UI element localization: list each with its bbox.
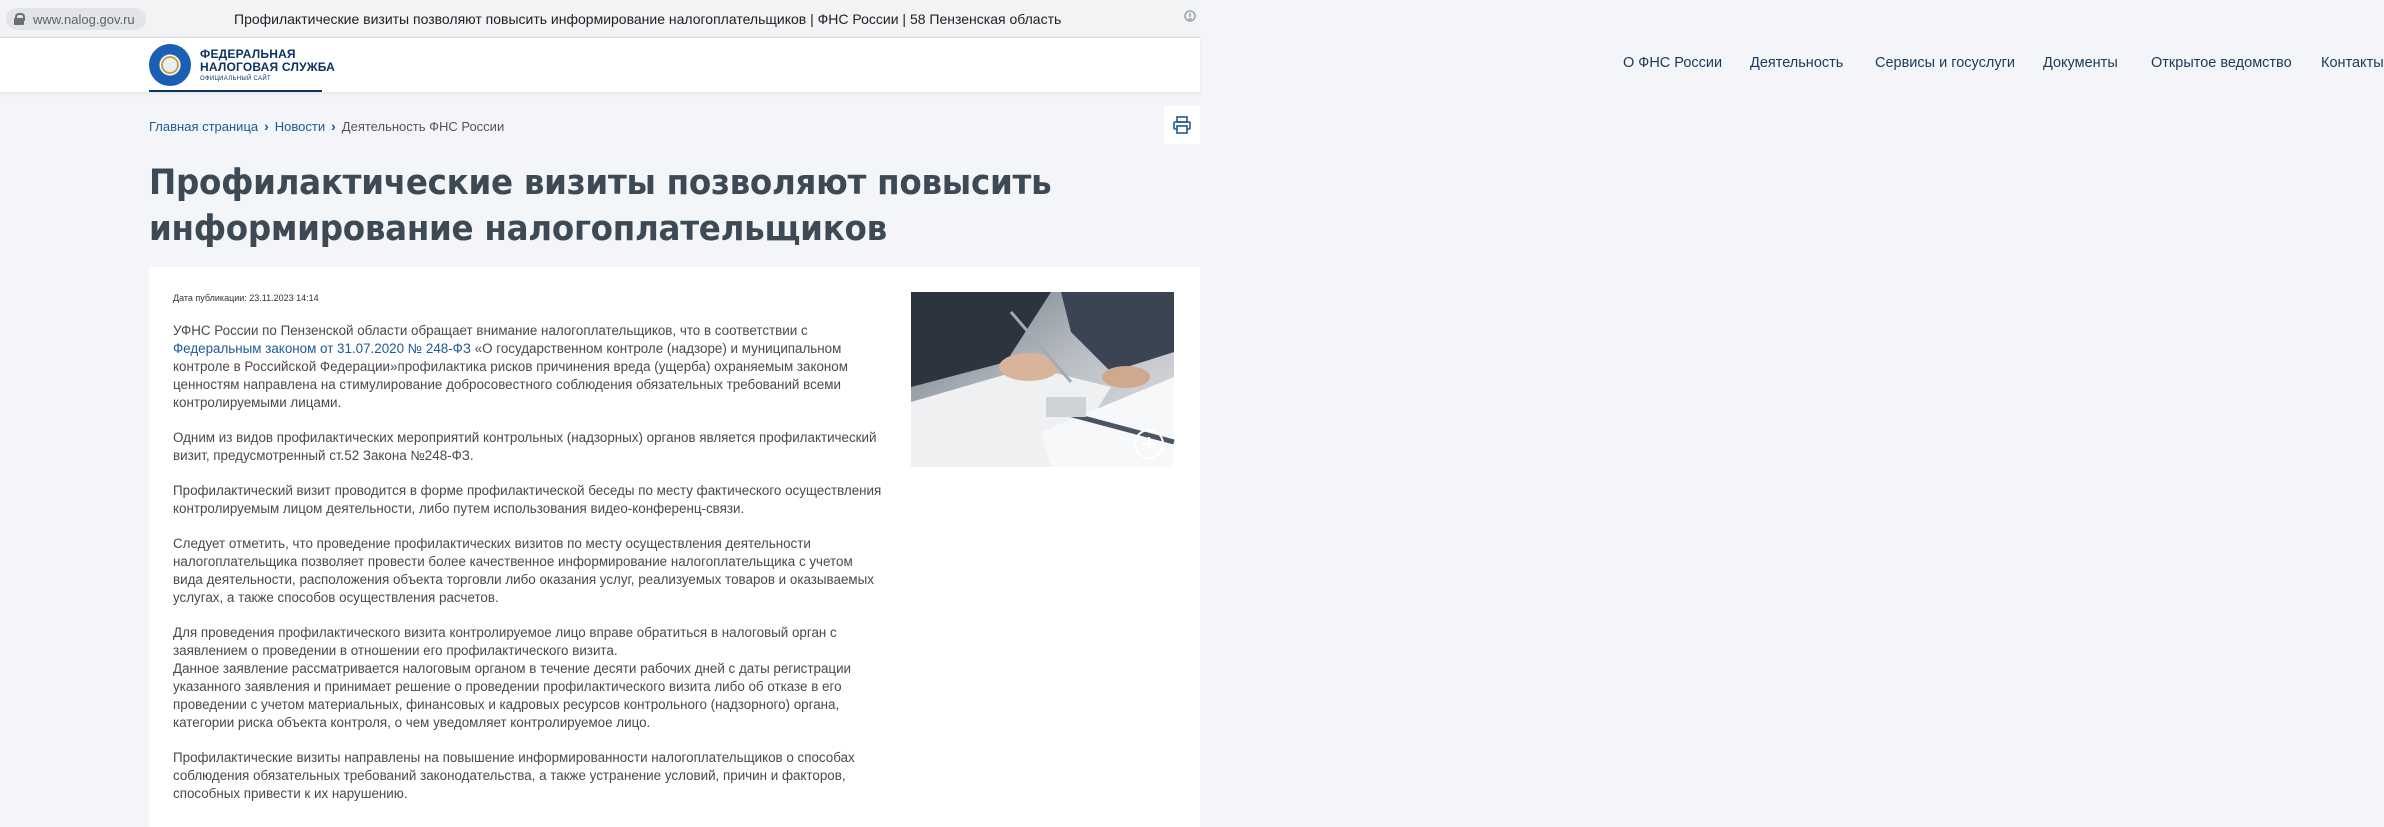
chevron-right-icon: › bbox=[264, 118, 269, 134]
article-body bbox=[173, 322, 885, 820]
logo-underline bbox=[149, 90, 322, 92]
article-paragraph-1: УФНС России по Пензенской области обращает внимание налогоплательщиков, что в соответствии с Федеральным законом от 31.07.2020 № 248-ФЗ «О государственном контроле (надзоре) и муниципальном контроле в Российской Федерации»профилактика рисков причинения вреда (ущерба) охраняемым законом ценностям направлена на стимулирование добросовестного соблюдения обязательных требований всеми контролируемыми лицами. bbox=[173, 323, 848, 410]
chevron-right-icon: › bbox=[331, 118, 336, 134]
article-photo[interactable] bbox=[911, 292, 1174, 467]
browser-address-bar bbox=[0, 0, 1200, 38]
article-paragraph-7: Профилактические визиты направлены на повышение информированности налогоплательщиков о способах соблюдения обязательных требований законодательства, а также устранение условий, причин и факторов, способных привести к их нарушению. bbox=[173, 750, 855, 801]
browser-page-title: Профилактические визиты позволяют повысить информирование налогоплательщиков | ФНС России | 58 Пензенская область bbox=[234, 11, 1062, 27]
nav-item-documents[interactable]: Документы bbox=[2043, 55, 2118, 71]
lock-icon bbox=[14, 13, 24, 25]
publication-date: Дата публикации: 23.11.2023 14:14 bbox=[173, 293, 319, 303]
print-button[interactable] bbox=[1164, 106, 1200, 144]
breadcrumb-current: Деятельность ФНС России bbox=[341, 118, 505, 134]
article-card bbox=[149, 267, 1200, 827]
federal-law-link[interactable]: Федеральным законом от 31.07.2020 № 248-ФЗ bbox=[173, 341, 471, 356]
fns-logo[interactable] bbox=[149, 42, 335, 88]
breadcrumb bbox=[149, 118, 504, 134]
url-field[interactable] bbox=[6, 8, 146, 30]
nav-item-contacts[interactable]: Контакты bbox=[2321, 55, 2384, 71]
fns-emblem-icon bbox=[149, 44, 191, 86]
breadcrumb-home[interactable]: Главная страница bbox=[149, 118, 259, 134]
url-text: www.nalog.gov.ru bbox=[33, 11, 135, 27]
logo-title-line1: ФЕДЕРАЛЬНАЯ bbox=[200, 47, 296, 61]
logo-subtitle: ОФИЦИАЛЬНЫЙ САЙТ bbox=[200, 76, 271, 82]
article-paragraph-2: Одним из видов профилактических мероприятий контрольных (надзорных) органов является профилактический визит, предусмотренный ст.52 Закона №248-ФЗ. bbox=[173, 430, 877, 463]
article-paragraph-3: Профилактический визит проводится в форме профилактической беседы по месту фактического осуществления контролируемым лицом деятельности, либо путем использования видео-конференц-связи. bbox=[173, 483, 882, 516]
printer-icon bbox=[1173, 116, 1191, 134]
site-header bbox=[0, 38, 2384, 92]
breadcrumb-news[interactable]: Новости bbox=[274, 118, 326, 134]
nav-item-services[interactable]: Сервисы и госуслуги bbox=[1875, 55, 2015, 71]
article-paragraph-4: Следует отметить, что проведение профилактических визитов по месту осуществления деятельности налогоплательщика позволяет провести более качественное информирование налогоплательщика с учетом вида деятельности, расположения объекта торговли либо оказания услуг, реализуемых товаров и оказываемых услугах, а также способов осуществления расчетов. bbox=[173, 536, 874, 605]
nav-item-about[interactable]: О ФНС России bbox=[1623, 55, 1723, 71]
nav-item-open-agency[interactable]: Открытое ведомство bbox=[2151, 55, 2292, 71]
zoom-plus-icon[interactable] bbox=[1134, 429, 1164, 459]
article-paragraph-6: Данное заявление рассматривается налоговым органом в течение десяти рабочих дней с даты регистрации указанного заявления и принимает решение о проведении профилактического визита либо об отказе в его проведении с учетом материальных, финансовых и кадровых ресурсов контрольного (надзорного) органа, категории риска объекта контроля, о чем уведомляет контролируемое лицо. bbox=[173, 661, 852, 730]
article-title: Профилактические визиты позволяют повысить информирование налогоплательщиков bbox=[149, 163, 1052, 249]
nav-item-activity[interactable]: Деятельность bbox=[1750, 55, 1844, 71]
translate-icon[interactable] bbox=[1182, 9, 1198, 29]
logo-title-line2: НАЛОГОВАЯ СЛУЖБА bbox=[200, 60, 336, 74]
article-paragraph-5: Для проведения профилактического визита контролируемое лицо вправе обратиться в налоговый орган с заявлением о проведении в отношении его профилактического визита. bbox=[173, 625, 837, 658]
